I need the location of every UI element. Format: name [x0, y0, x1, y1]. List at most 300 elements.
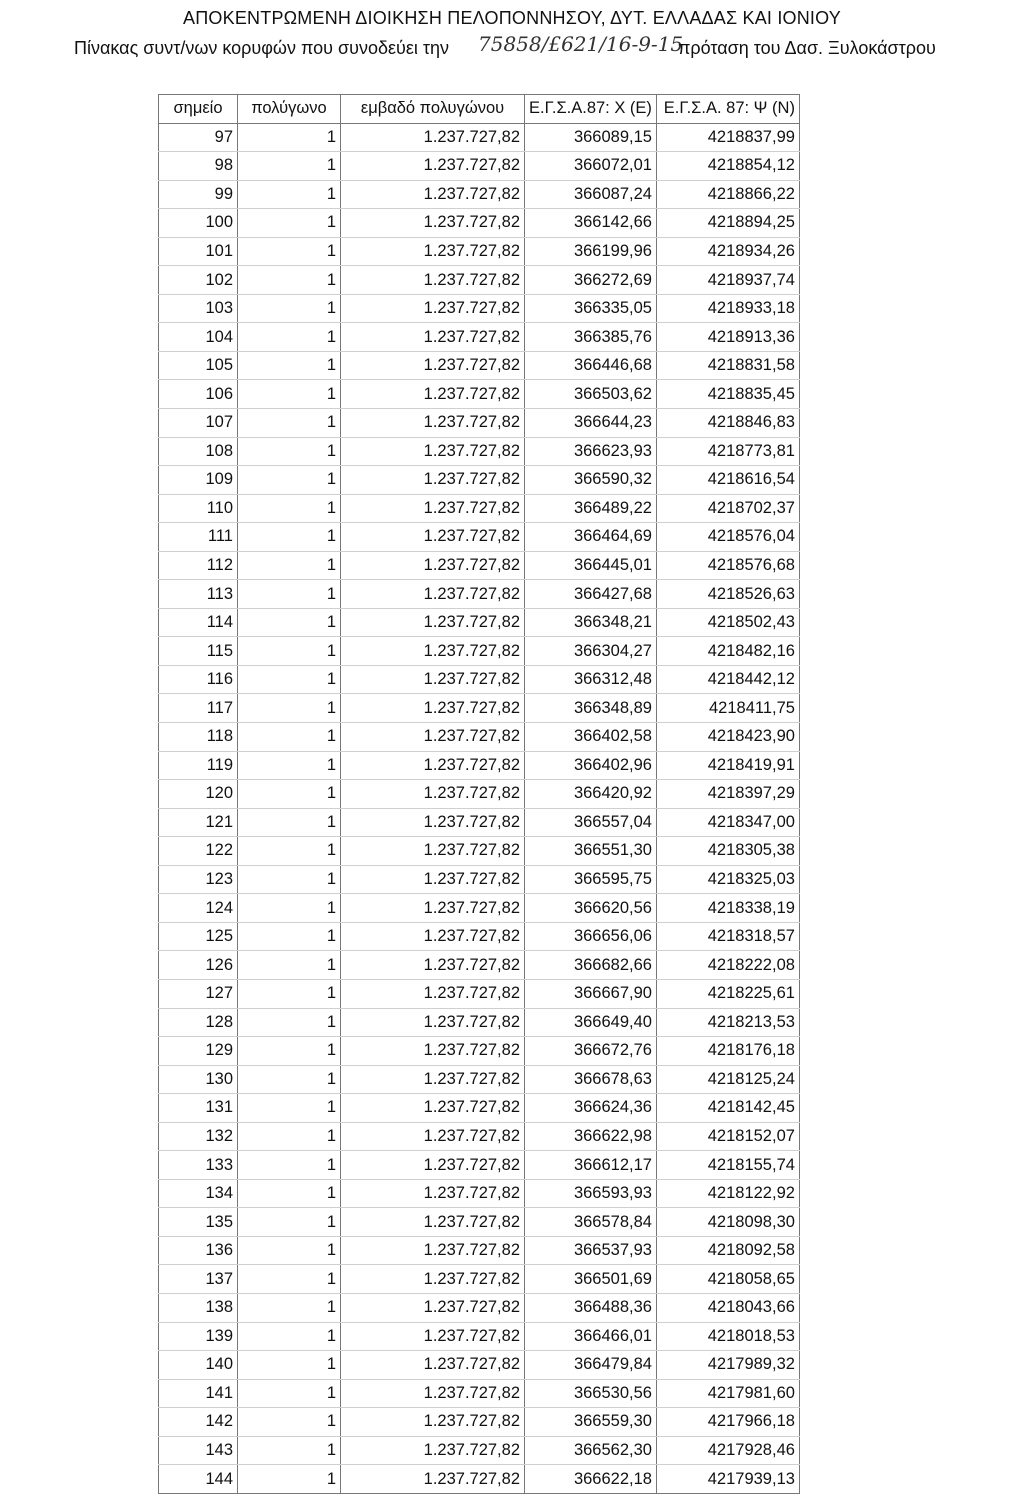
cell-polygon: 1 — [238, 123, 341, 152]
cell-y: 4217939,13 — [656, 1465, 799, 1494]
cell-y: 4218098,30 — [656, 1208, 799, 1237]
cell-polygon: 1 — [238, 780, 341, 809]
table-row — [159, 1151, 800, 1180]
table-row — [159, 1179, 800, 1208]
cell-area: 1.237.727,82 — [341, 237, 525, 266]
cell-point: 138 — [159, 1293, 238, 1322]
document-title: ΑΠΟΚΕΝΤΡΩΜΕΝΗ ΔΙΟΙΚΗΣΗ ΠΕΛΟΠΟΝΝΗΣΟΥ, ΔΥΤ. ΕΛΛΑΔΑΣ ΚΑΙ ΙΟΝΙΟΥ — [183, 8, 841, 28]
table-row — [159, 979, 800, 1008]
table-row — [159, 1436, 800, 1465]
cell-point: 100 — [159, 209, 238, 238]
cell-area: 1.237.727,82 — [341, 1008, 525, 1037]
table-row — [159, 1265, 800, 1294]
cell-x: 366612,17 — [525, 1151, 657, 1180]
cell-x: 366503,62 — [525, 380, 657, 409]
cell-polygon: 1 — [238, 323, 341, 352]
cell-polygon: 1 — [238, 380, 341, 409]
cell-polygon: 1 — [238, 237, 341, 266]
cell-area: 1.237.727,82 — [341, 865, 525, 894]
cell-point: 111 — [159, 523, 238, 552]
cell-y: 4218305,38 — [656, 837, 799, 866]
cell-area: 1.237.727,82 — [341, 294, 525, 323]
table-row — [159, 922, 800, 951]
cell-area: 1.237.727,82 — [341, 180, 525, 209]
table-row — [159, 894, 800, 923]
cell-x: 366682,66 — [525, 951, 657, 980]
cell-y: 4218937,74 — [656, 266, 799, 295]
cell-polygon: 1 — [238, 294, 341, 323]
cell-polygon: 1 — [238, 723, 341, 752]
table-row — [159, 837, 800, 866]
cell-polygon: 1 — [238, 437, 341, 466]
cell-point: 119 — [159, 751, 238, 780]
table-row — [159, 951, 800, 980]
cell-area: 1.237.727,82 — [341, 266, 525, 295]
cell-x: 366072,01 — [525, 152, 657, 181]
coordinates-table — [158, 94, 800, 1494]
cell-y: 4218347,00 — [656, 808, 799, 837]
cell-x: 366466,01 — [525, 1322, 657, 1351]
cell-y: 4218442,12 — [656, 665, 799, 694]
cell-point: 121 — [159, 808, 238, 837]
cell-x: 366622,98 — [525, 1122, 657, 1151]
subtitle-proposal: πρόταση του Δασ. Ξυλοκάστρου — [678, 38, 936, 58]
cell-polygon: 1 — [238, 209, 341, 238]
cell-polygon: 1 — [238, 894, 341, 923]
cell-y: 4218338,19 — [656, 894, 799, 923]
cell-polygon: 1 — [238, 1094, 341, 1123]
table-row — [159, 209, 800, 238]
cell-y: 4218092,58 — [656, 1236, 799, 1265]
cell-polygon: 1 — [238, 608, 341, 637]
cell-y: 4218502,43 — [656, 608, 799, 637]
cell-y: 4217989,32 — [656, 1351, 799, 1380]
cell-point: 137 — [159, 1265, 238, 1294]
cell-y: 4218325,03 — [656, 865, 799, 894]
col-header-x: Ε.Γ.Σ.Α.87: X (E) — [525, 95, 657, 124]
cell-point: 132 — [159, 1122, 238, 1151]
cell-x: 366672,76 — [525, 1037, 657, 1066]
cell-polygon: 1 — [238, 1151, 341, 1180]
cell-point: 115 — [159, 637, 238, 666]
cell-x: 366551,30 — [525, 837, 657, 866]
cell-polygon: 1 — [238, 351, 341, 380]
cell-point: 140 — [159, 1351, 238, 1380]
cell-area: 1.237.727,82 — [341, 1179, 525, 1208]
cell-polygon: 1 — [238, 1322, 341, 1351]
cell-y: 4218152,07 — [656, 1122, 799, 1151]
cell-area: 1.237.727,82 — [341, 922, 525, 951]
cell-y: 4218176,18 — [656, 1037, 799, 1066]
cell-polygon: 1 — [238, 580, 341, 609]
cell-point: 108 — [159, 437, 238, 466]
cell-area: 1.237.727,82 — [341, 380, 525, 409]
cell-y: 4218058,65 — [656, 1265, 799, 1294]
cell-polygon: 1 — [238, 1037, 341, 1066]
cell-polygon: 1 — [238, 1351, 341, 1380]
cell-x: 366199,96 — [525, 237, 657, 266]
cell-polygon: 1 — [238, 551, 341, 580]
cell-x: 366087,24 — [525, 180, 657, 209]
table-row — [159, 123, 800, 152]
cell-y: 4218482,16 — [656, 637, 799, 666]
cell-point: 118 — [159, 723, 238, 752]
col-header-point: σημείο — [159, 95, 238, 124]
cell-area: 1.237.727,82 — [341, 1037, 525, 1066]
table-row — [159, 1379, 800, 1408]
cell-point: 128 — [159, 1008, 238, 1037]
cell-x: 366620,56 — [525, 894, 657, 923]
cell-polygon: 1 — [238, 1236, 341, 1265]
cell-point: 124 — [159, 894, 238, 923]
table-row — [159, 351, 800, 380]
cell-point: 97 — [159, 123, 238, 152]
cell-area: 1.237.727,82 — [341, 1065, 525, 1094]
cell-x: 366656,06 — [525, 922, 657, 951]
cell-point: 103 — [159, 294, 238, 323]
table-row — [159, 1208, 800, 1237]
cell-point: 98 — [159, 152, 238, 181]
cell-y: 4218043,66 — [656, 1293, 799, 1322]
table-row — [159, 180, 800, 209]
table-row — [159, 294, 800, 323]
cell-area: 1.237.727,82 — [341, 323, 525, 352]
cell-y: 4218894,25 — [656, 209, 799, 238]
table-row — [159, 723, 800, 752]
cell-area: 1.237.727,82 — [341, 979, 525, 1008]
cell-x: 366593,93 — [525, 1179, 657, 1208]
cell-area: 1.237.727,82 — [341, 694, 525, 723]
cell-polygon: 1 — [238, 180, 341, 209]
cell-point: 110 — [159, 494, 238, 523]
cell-polygon: 1 — [238, 922, 341, 951]
cell-x: 366464,69 — [525, 523, 657, 552]
cell-point: 133 — [159, 1151, 238, 1180]
cell-point: 122 — [159, 837, 238, 866]
cell-x: 366557,04 — [525, 808, 657, 837]
cell-point: 106 — [159, 380, 238, 409]
cell-y: 4218411,75 — [656, 694, 799, 723]
cell-point: 116 — [159, 665, 238, 694]
table-row — [159, 694, 800, 723]
cell-x: 366501,69 — [525, 1265, 657, 1294]
cell-x: 366590,32 — [525, 466, 657, 495]
cell-x: 366678,63 — [525, 1065, 657, 1094]
cell-point: 136 — [159, 1236, 238, 1265]
cell-area: 1.237.727,82 — [341, 351, 525, 380]
cell-area: 1.237.727,82 — [341, 751, 525, 780]
document-subtitle — [0, 32, 1024, 66]
cell-y: 4218018,53 — [656, 1322, 799, 1351]
cell-polygon: 1 — [238, 466, 341, 495]
cell-x: 366142,66 — [525, 209, 657, 238]
cell-point: 101 — [159, 237, 238, 266]
cell-y: 4218854,12 — [656, 152, 799, 181]
cell-y: 4218213,53 — [656, 1008, 799, 1037]
cell-point: 104 — [159, 323, 238, 352]
table-row — [159, 523, 800, 552]
cell-area: 1.237.727,82 — [341, 209, 525, 238]
cell-y: 4218419,91 — [656, 751, 799, 780]
table-row — [159, 665, 800, 694]
table-row — [159, 323, 800, 352]
cell-x: 366479,84 — [525, 1351, 657, 1380]
cell-polygon: 1 — [238, 152, 341, 181]
cell-y: 4218318,57 — [656, 922, 799, 951]
cell-point: 131 — [159, 1094, 238, 1123]
subtitle-text: Πίνακας συντ/νων κορυφών που συνοδεύει την — [74, 38, 450, 58]
cell-polygon: 1 — [238, 494, 341, 523]
cell-area: 1.237.727,82 — [341, 437, 525, 466]
cell-point: 135 — [159, 1208, 238, 1237]
cell-area: 1.237.727,82 — [341, 808, 525, 837]
table-row — [159, 1465, 800, 1494]
table-row — [159, 780, 800, 809]
cell-area: 1.237.727,82 — [341, 152, 525, 181]
cell-y: 4218846,83 — [656, 409, 799, 438]
cell-area: 1.237.727,82 — [341, 466, 525, 495]
cell-y: 4218773,81 — [656, 437, 799, 466]
cell-x: 366427,68 — [525, 580, 657, 609]
cell-point: 142 — [159, 1408, 238, 1437]
cell-area: 1.237.727,82 — [341, 1265, 525, 1294]
cell-area: 1.237.727,82 — [341, 1151, 525, 1180]
cell-x: 366667,90 — [525, 979, 657, 1008]
table-row — [159, 409, 800, 438]
cell-x: 366272,69 — [525, 266, 657, 295]
table-row — [159, 494, 800, 523]
cell-x: 366348,89 — [525, 694, 657, 723]
cell-area: 1.237.727,82 — [341, 1379, 525, 1408]
table-row — [159, 551, 800, 580]
cell-point: 130 — [159, 1065, 238, 1094]
cell-polygon: 1 — [238, 523, 341, 552]
cell-point: 125 — [159, 922, 238, 951]
cell-area: 1.237.727,82 — [341, 1122, 525, 1151]
cell-area: 1.237.727,82 — [341, 1208, 525, 1237]
cell-y: 4218526,63 — [656, 580, 799, 609]
cell-point: 102 — [159, 266, 238, 295]
table-row — [159, 808, 800, 837]
cell-polygon: 1 — [238, 1436, 341, 1465]
cell-polygon: 1 — [238, 865, 341, 894]
table-row — [159, 1236, 800, 1265]
table-row — [159, 1094, 800, 1123]
col-header-y: Ε.Γ.Σ.Α. 87: Ψ (N) — [656, 95, 799, 124]
table-row — [159, 608, 800, 637]
cell-x: 366530,56 — [525, 1379, 657, 1408]
cell-polygon: 1 — [238, 751, 341, 780]
table-row — [159, 1037, 800, 1066]
cell-x: 366445,01 — [525, 551, 657, 580]
cell-point: 143 — [159, 1436, 238, 1465]
table-row — [159, 437, 800, 466]
cell-area: 1.237.727,82 — [341, 608, 525, 637]
cell-y: 4218835,45 — [656, 380, 799, 409]
cell-x: 366622,18 — [525, 1465, 657, 1494]
table-row — [159, 152, 800, 181]
cell-x: 366402,96 — [525, 751, 657, 780]
cell-polygon: 1 — [238, 1008, 341, 1037]
table-row — [159, 1322, 800, 1351]
cell-area: 1.237.727,82 — [341, 837, 525, 866]
cell-point: 120 — [159, 780, 238, 809]
cell-point: 113 — [159, 580, 238, 609]
cell-area: 1.237.727,82 — [341, 580, 525, 609]
cell-y: 4218142,45 — [656, 1094, 799, 1123]
cell-polygon: 1 — [238, 637, 341, 666]
cell-x: 366624,36 — [525, 1094, 657, 1123]
cell-polygon: 1 — [238, 1293, 341, 1322]
cell-polygon: 1 — [238, 1179, 341, 1208]
cell-point: 134 — [159, 1179, 238, 1208]
cell-area: 1.237.727,82 — [341, 123, 525, 152]
table-row — [159, 1293, 800, 1322]
cell-x: 366595,75 — [525, 865, 657, 894]
table-row — [159, 466, 800, 495]
cell-area: 1.237.727,82 — [341, 1236, 525, 1265]
cell-polygon: 1 — [238, 1122, 341, 1151]
cell-point: 144 — [159, 1465, 238, 1494]
cell-y: 4218397,29 — [656, 780, 799, 809]
cell-y: 4218831,58 — [656, 351, 799, 380]
cell-x: 366488,36 — [525, 1293, 657, 1322]
cell-polygon: 1 — [238, 837, 341, 866]
cell-point: 105 — [159, 351, 238, 380]
cell-y: 4217981,60 — [656, 1379, 799, 1408]
cell-y: 4218702,37 — [656, 494, 799, 523]
cell-y: 4218913,36 — [656, 323, 799, 352]
cell-area: 1.237.727,82 — [341, 723, 525, 752]
cell-x: 366089,15 — [525, 123, 657, 152]
cell-x: 366559,30 — [525, 1408, 657, 1437]
cell-point: 109 — [159, 466, 238, 495]
cell-polygon: 1 — [238, 409, 341, 438]
table-row — [159, 637, 800, 666]
cell-x: 366644,23 — [525, 409, 657, 438]
cell-y: 4218225,61 — [656, 979, 799, 1008]
handwritten-reference: 75858/£621/16-9-15 — [478, 32, 684, 56]
cell-x: 366623,93 — [525, 437, 657, 466]
cell-point: 123 — [159, 865, 238, 894]
cell-y: 4218616,54 — [656, 466, 799, 495]
cell-y: 4218122,92 — [656, 1179, 799, 1208]
cell-y: 4218933,18 — [656, 294, 799, 323]
cell-area: 1.237.727,82 — [341, 780, 525, 809]
cell-area: 1.237.727,82 — [341, 1465, 525, 1494]
cell-x: 366489,22 — [525, 494, 657, 523]
cell-area: 1.237.727,82 — [341, 637, 525, 666]
cell-y: 4218576,68 — [656, 551, 799, 580]
cell-area: 1.237.727,82 — [341, 551, 525, 580]
cell-y: 4218837,99 — [656, 123, 799, 152]
cell-area: 1.237.727,82 — [341, 523, 525, 552]
table-row — [159, 380, 800, 409]
cell-polygon: 1 — [238, 808, 341, 837]
cell-x: 366446,68 — [525, 351, 657, 380]
cell-x: 366537,93 — [525, 1236, 657, 1265]
cell-point: 129 — [159, 1037, 238, 1066]
cell-area: 1.237.727,82 — [341, 1094, 525, 1123]
cell-polygon: 1 — [238, 1379, 341, 1408]
table-row — [159, 865, 800, 894]
cell-x: 366348,21 — [525, 608, 657, 637]
col-header-area: εμβαδό πολυγώνου — [341, 95, 525, 124]
cell-polygon: 1 — [238, 1065, 341, 1094]
cell-area: 1.237.727,82 — [341, 1351, 525, 1380]
cell-polygon: 1 — [238, 1208, 341, 1237]
cell-polygon: 1 — [238, 1265, 341, 1294]
cell-y: 4218125,24 — [656, 1065, 799, 1094]
cell-y: 4218934,26 — [656, 237, 799, 266]
cell-polygon: 1 — [238, 979, 341, 1008]
cell-x: 366335,05 — [525, 294, 657, 323]
cell-area: 1.237.727,82 — [341, 494, 525, 523]
cell-x: 366420,92 — [525, 780, 657, 809]
table-row — [159, 1408, 800, 1437]
cell-area: 1.237.727,82 — [341, 894, 525, 923]
cell-area: 1.237.727,82 — [341, 409, 525, 438]
col-header-polygon: πολύγωνο — [238, 95, 341, 124]
table-row — [159, 1351, 800, 1380]
cell-point: 141 — [159, 1379, 238, 1408]
cell-point: 117 — [159, 694, 238, 723]
cell-point: 139 — [159, 1322, 238, 1351]
cell-y: 4217928,46 — [656, 1436, 799, 1465]
cell-point: 107 — [159, 409, 238, 438]
cell-polygon: 1 — [238, 665, 341, 694]
cell-polygon: 1 — [238, 694, 341, 723]
table-row — [159, 751, 800, 780]
cell-x: 366312,48 — [525, 665, 657, 694]
cell-y: 4218866,22 — [656, 180, 799, 209]
cell-point: 114 — [159, 608, 238, 637]
table-row — [159, 1122, 800, 1151]
cell-polygon: 1 — [238, 1465, 341, 1494]
cell-y: 4218155,74 — [656, 1151, 799, 1180]
cell-y: 4218222,08 — [656, 951, 799, 980]
table-row — [159, 1008, 800, 1037]
table-row — [159, 1065, 800, 1094]
cell-area: 1.237.727,82 — [341, 1322, 525, 1351]
cell-point: 127 — [159, 979, 238, 1008]
cell-x: 366304,27 — [525, 637, 657, 666]
cell-y: 4217966,18 — [656, 1408, 799, 1437]
cell-area: 1.237.727,82 — [341, 665, 525, 694]
cell-x: 366649,40 — [525, 1008, 657, 1037]
cell-polygon: 1 — [238, 951, 341, 980]
cell-point: 99 — [159, 180, 238, 209]
table-header-row — [159, 95, 800, 124]
table-row — [159, 580, 800, 609]
cell-area: 1.237.727,82 — [341, 1436, 525, 1465]
table-row — [159, 237, 800, 266]
cell-area: 1.237.727,82 — [341, 1408, 525, 1437]
cell-polygon: 1 — [238, 1408, 341, 1437]
cell-y: 4218423,90 — [656, 723, 799, 752]
table-row — [159, 266, 800, 295]
cell-polygon: 1 — [238, 266, 341, 295]
cell-x: 366385,76 — [525, 323, 657, 352]
cell-x: 366578,84 — [525, 1208, 657, 1237]
cell-point: 112 — [159, 551, 238, 580]
cell-y: 4218576,04 — [656, 523, 799, 552]
cell-x: 366402,58 — [525, 723, 657, 752]
cell-area: 1.237.727,82 — [341, 951, 525, 980]
cell-point: 126 — [159, 951, 238, 980]
cell-area: 1.237.727,82 — [341, 1293, 525, 1322]
cell-x: 366562,30 — [525, 1436, 657, 1465]
